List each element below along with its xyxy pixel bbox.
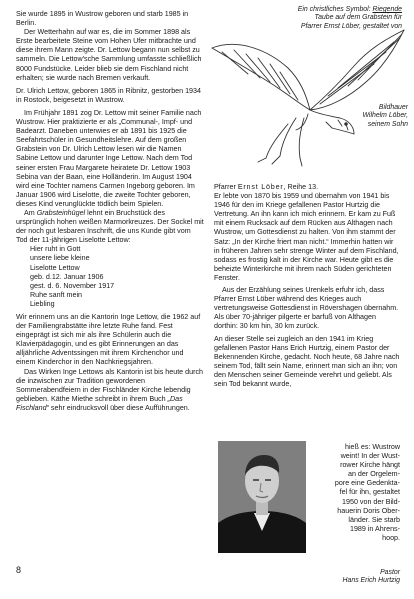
text-line: 1989 in Ahrens- bbox=[349, 524, 400, 533]
photo-caption bbox=[312, 569, 400, 586]
text-run: lehnt ein Bruchstück des ursprünglich hohen weißen Marmorkreuzes. Der Sockel mit der noch gut lesbaren Inschrift, die uns Kunde gibt vom Tod der 11-jährigen Liselotte Lettow: bbox=[16, 208, 204, 245]
caption-line: Taube auf dem Grabstein für bbox=[314, 14, 402, 22]
caption-line: Pastor bbox=[380, 569, 400, 576]
text-line: hoop. bbox=[382, 533, 400, 542]
artist-caption bbox=[318, 104, 408, 129]
caption-line bbox=[247, 6, 402, 14]
caption-line: Bildhauer bbox=[378, 104, 408, 111]
epitaph-line: Liebling bbox=[30, 299, 55, 308]
text-line: weint! In der Wust- bbox=[340, 452, 400, 461]
epitaph-line: geb. d.12. Januar 1906 bbox=[30, 272, 104, 281]
heading-name: Ernst Löber bbox=[237, 183, 284, 191]
paragraph: Der Wetterhahn auf war es, die im Sommer 1898 als Erste bearbeitete Steine vom Hohen Ufer mitbrachte und diese ihrem Mann zeigte. Dr. Lettow begann nun selbst zu sammeln. Die Lettow'sche Sammlung umfasste schließlich 8000 Fundstücke. Leider blieb sie dem Fischland nicht erhalten; sie wurde nach Bremen verkauft. bbox=[16, 28, 202, 82]
page-number: 8 bbox=[16, 565, 22, 575]
text-line: 1950 von der Bild- bbox=[342, 497, 400, 506]
epitaph-line: Liselotte Lettow bbox=[30, 263, 80, 272]
caption-line: seinem Sohn bbox=[367, 120, 408, 128]
italic-text: Grabsteinhügel bbox=[36, 208, 86, 217]
epitaph-line: Ruhe sanft mein bbox=[30, 290, 82, 299]
italic-text: „Das Fischland“ bbox=[16, 394, 183, 412]
portrait-image bbox=[218, 441, 306, 553]
paragraph bbox=[16, 368, 204, 413]
dove-drawing bbox=[208, 18, 408, 168]
text-line: fel für ihn, gestaltet bbox=[339, 488, 400, 497]
text-line: länder. Sie starb bbox=[348, 515, 400, 524]
text-line: hieß es: Wustrow bbox=[344, 443, 400, 451]
epitaph-line: gest. d. 6. November 1917 bbox=[30, 281, 115, 290]
caption-line: Wilhelm Löber, bbox=[362, 112, 408, 120]
paragraph: Sie wurde 1895 in Wustrow geboren und starb 1985 in Berlin. bbox=[16, 10, 189, 28]
text-line: an der Orgelem- bbox=[348, 470, 400, 479]
paragraph: Wir erinnern uns an die Kantorin Inge Lettow, die 1962 auf der Familiengrabstätte ihre letzte Ruhe fand. Fest eingeprägt ist sich mir als ihre Schülerin auch die Klavierpädagogin, und es gibt Erinnerungen an das alljährliche Adventssingen mit ihrem Kirchenchor und einem Kinderchor in den Nachkriegsjahren. bbox=[16, 313, 201, 367]
text-run: sehr eindrucksvoll über diese Aufführungen. bbox=[48, 403, 190, 412]
caption-text: Ein christliches Symbol: bbox=[297, 6, 373, 13]
paragraph bbox=[16, 209, 204, 245]
paragraph: Er lebte von 1870 bis 1959 und übernahm von 1941 bis 1946 für den im Kriege gefallenen Pastor Hurtzig die Vertretung. An ihn kann ich mich erinnern. Er kam zu Fuß mit einem Rucksack auf dem Rücken aus Althagen nach Wustrow, um Gottesdienst zu halten. Von ihm stammt der Satz: „In der Kirche friert man nicht.“ Immerhin hatten wir in früheren Jahren sehr strenge Winter auf dem Fischland, sodass es frostig kalt in der Kirche war. Heute gibt es die beheizte Winterkirche mit ihrem nach Süden gerichteten Fenster. bbox=[214, 192, 399, 282]
epitaph bbox=[30, 245, 204, 309]
epitaph-line: Hier ruht in Gott bbox=[30, 245, 81, 254]
left-column bbox=[16, 10, 204, 413]
paragraph: Im Frühjahr 1891 zog Dr. Lettow mit seiner Familie nach Wustrow. Hier praktizierte er als „Communal-, Impf- und Badearzt. Daneben unterwies er ab 1891 bis 1925 die Seefahrtschüler in Gesundheitslehre. Auf dem großen Grabstein von Dr. Ulrich Lettow lesen wir die Namen Sabine Lettow und darunter Inge Lettow. Nach dem Tod seiner ersten Frau Margarete heiratete Dr. Lettow 1903 Sebina van der Baan, eine Holländerin. Im August 1904 wird eine Tochter namens Carmen Ingeborg geboren. Im Januar 1906 wird Liselotte, die zweite Tochter geboren, dieses Kind verunglückte tödlich beim Spielen. bbox=[16, 108, 202, 208]
caption-line: Pfarrer Ernst Löber, gestaltet von bbox=[300, 22, 402, 30]
caption-underlined: Riegende bbox=[372, 6, 402, 13]
heading-text: Pfarrer bbox=[214, 183, 238, 191]
paragraph: Aus der Erzählung seines Urenkels erfuhr ich, dass Pfarrer Ernst Löber während des Krieges auch vertretungsweise Gottesdienst in Rövershagen übernahm. Als über 70-jähriger pilgerte er barfuß von Althagen dorthin: 30 km hin, 30 km zurück. bbox=[214, 286, 399, 331]
portrait-photo bbox=[218, 441, 306, 553]
section-heading bbox=[214, 183, 400, 192]
text-run: Das Wirken Inge Lettows als Kantorin ist bis heute durch die inzwischen zur Tradition gewordenen Sommerabendfeiern in der Fischländer Kirche lebendig geblieben. Käthe Miethe schreibt in ihrem Buch bbox=[16, 367, 204, 403]
epitaph-line: unsere liebe kleine bbox=[30, 254, 90, 263]
text-line: hauerin Doris Ober- bbox=[337, 506, 400, 515]
text-line: pore eine Gedenkta- bbox=[334, 479, 400, 488]
heading-text: , Reihe 13. bbox=[283, 183, 319, 191]
text-line: rower Kirche hängt bbox=[340, 461, 400, 470]
text-run: Am bbox=[24, 208, 37, 217]
right-column bbox=[214, 183, 400, 389]
paragraph: An dieser Stelle sei zugleich an den 1941 im Krieg gefallenen Pastor Hans Erich Hurtzig, einem Pastor der Bekennenden Kirche, gedacht. Noch heute, 68 Jahre nach seinem Tod, fällt sein Name, erinnert man sich an ihn; von den Menschen seiner Gemeinde verehrt und geliebt. Als sein Tod bekannt wurde, bbox=[214, 334, 400, 388]
paragraph: Dr. Ulrich Lettow, geboren 1865 in Ribnitz, gestorben 1934 in Rostock, beigesetzt in Wustrow. bbox=[16, 86, 201, 104]
photo-side-text bbox=[312, 443, 400, 543]
caption-line: Hans Erich Hurtzig bbox=[342, 577, 400, 585]
